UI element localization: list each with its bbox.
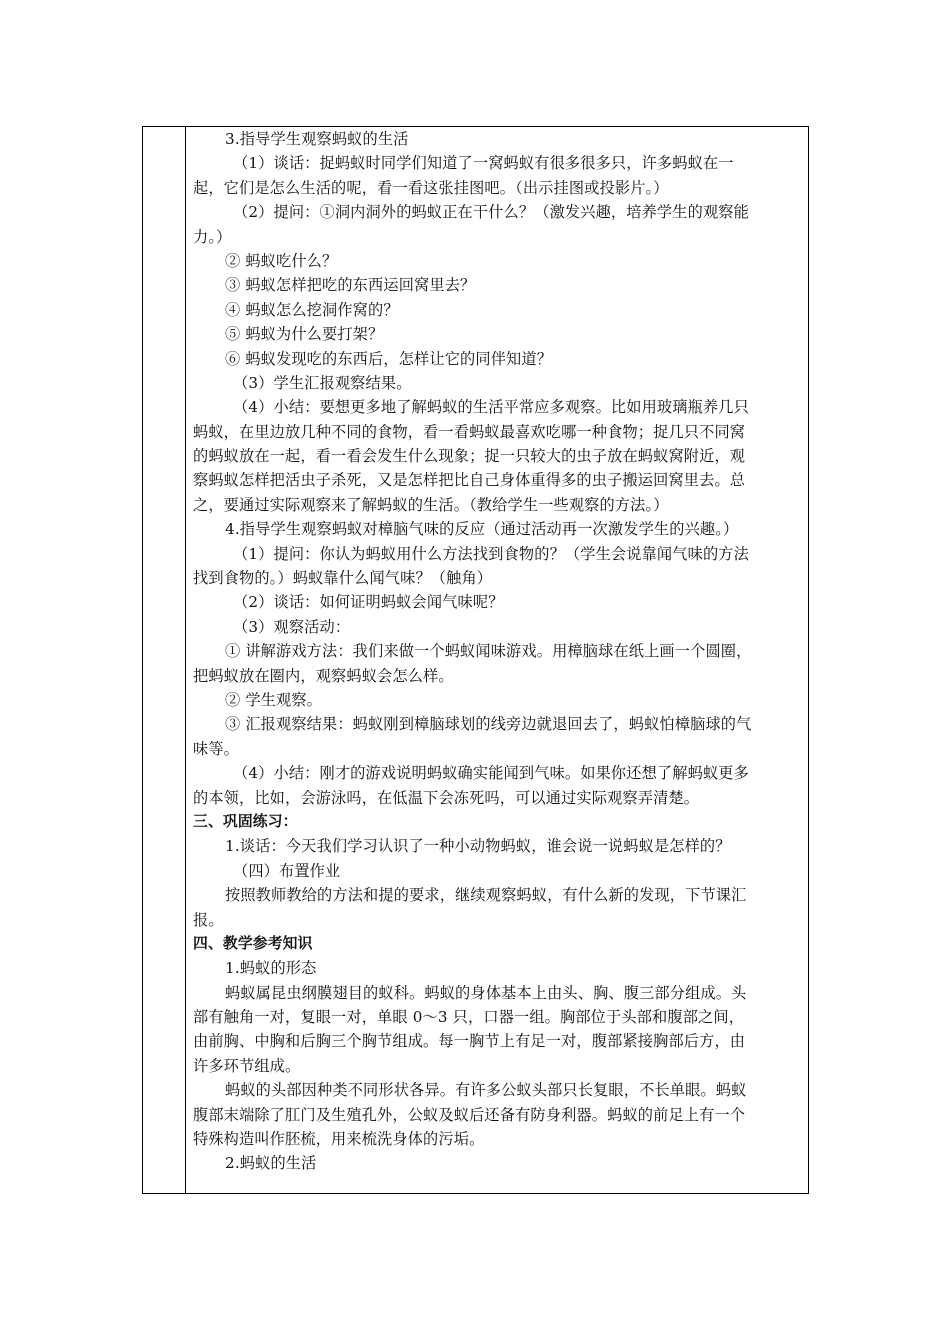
text-line: ⑤ 蚂蚁为什么要打架？ [225, 325, 384, 344]
text-line: ② 学生观察。 [225, 690, 323, 709]
text-line: ③ 蚂蚁怎样把吃的东西运回窝里去？ [225, 276, 476, 295]
text-line: 把蚂蚁放在圈内，观察蚂蚁会怎么样。 [193, 666, 454, 685]
lesson-content-cell [193, 127, 805, 1176]
text-line: （2）谈话：如何证明蚂蚁会闻气味呢？ [233, 593, 504, 612]
text-line: 1.谈话：今天我们学习认识了一种小动物蚂蚁，谁会说一说蚂蚁是怎样的？ [225, 837, 731, 856]
text-line: 力。） [193, 227, 232, 246]
text-line: 腹部末端除了肛门及生殖孔外，公蚁及蚁后还备有防身利器。蚂蚁的前足上有一个 [193, 1105, 746, 1124]
text-line: 按照教师教给的方法和提的要求，继续观察蚂蚁，有什么新的发现，下节课汇 [225, 886, 747, 905]
text-line: （2）提问：①洞内洞外的蚂蚁正在干什么？（激发兴趣，培养学生的观察能 [233, 203, 749, 222]
text-line: （3）观察活动： [233, 617, 351, 636]
text-line: ④ 蚂蚁怎么挖洞作窝的？ [225, 300, 399, 319]
lesson-table [142, 126, 809, 1194]
section-heading: 三、巩固练习： [193, 812, 298, 830]
text-line: 部有触角一对，复眼一对，单眼 0～3 只，口器一组。胸部位于头部和腹部之间， [193, 1008, 745, 1027]
text-line: 1.蚂蚁的形态 [225, 959, 317, 978]
text-line: ① 讲解游戏方法：我们来做一个蚂蚁闻味游戏。用樟脑球在纸上画一个圆圈， [225, 642, 752, 661]
text-line: 3.指导学生观察蚂蚁的生活 [225, 130, 409, 148]
text-line: （3）学生汇报观察结果。 [233, 373, 412, 392]
table-column-divider [185, 127, 186, 1193]
text-line: 报。 [193, 910, 224, 929]
text-line: 2.蚂蚁的生活 [225, 1154, 317, 1173]
text-line: （1）提问：你认为蚂蚁用什么方法找到食物的？（学生会说靠闻气味的方法 [233, 544, 749, 563]
text-line: 蚂蚁的头部因种类不同形状各异。有许多公蚁头部只长复眼，不长单眼。蚂蚁 [225, 1081, 747, 1100]
text-line: ② 蚂蚁吃什么？ [225, 251, 338, 270]
text-line: （4）小结：要想更多地了解蚂蚁的生活平常应多观察。比如用玻璃瓶养几只 [233, 398, 749, 417]
text-line: 味等。 [193, 739, 240, 758]
text-line: 特殊构造叫作胚梳，用来梳洗身体的污垢。 [193, 1130, 485, 1149]
text-line: 找到食物的。）蚂蚁靠什么闻气味？（触角） [193, 569, 493, 588]
text-line: ⑥ 蚂蚁发现吃的东西后，怎样让它的同伴知道？ [225, 349, 553, 368]
text-line: 的蚂蚁放在一起，看一看会发生什么现象；捉一只较大的虫子放在蚂蚁窝附近，观 [193, 447, 746, 466]
text-line: 起，它们是怎么生活的呢，看一看这张挂图吧。（出示挂图或投影片。） [193, 178, 669, 197]
text-line: 4.指导学生观察蚂蚁对樟脑气味的反应（通过活动再一次激发学生的兴趣。） [225, 520, 739, 539]
section-heading: 四、教学参考知识 [193, 934, 313, 952]
text-line: 由前胸、中胸和后胸三个胸节组成。每一胸节上有足一对，腹部紧接胸部后方，由 [193, 1032, 746, 1051]
text-line: 蚂蚁属昆虫纲膜翅目的蚁科。蚂蚁的身体基本上由头、胸、腹三部分组成。头 [225, 983, 747, 1002]
text-line: 许多环节组成。 [193, 1056, 301, 1075]
text-line: 之，要通过实际观察来了解蚂蚁的生活。（教给学生一些观察的方法。） [193, 495, 669, 514]
text-line: 的本领，比如，会游泳吗，在低温下会冻死吗，可以通过实际观察弄清楚。 [193, 788, 700, 807]
text-line: （4）小结：刚才的游戏说明蚂蚁确实能闻到气味。如果你还想了解蚂蚁更多 [233, 764, 749, 783]
text-line: （1）谈话：捉蚂蚁时同学们知道了一窝蚂蚁有很多很多只，许多蚂蚁在一 [233, 154, 734, 173]
text-line: 察蚂蚁怎样把活虫子杀死，又是怎样把比自己身体重得多的虫子搬运回窝里去。总 [193, 471, 746, 490]
text-line: ③ 汇报观察结果：蚂蚁刚到樟脑球划的线旁边就退回去了，蚂蚁怕樟脑球的气 [225, 715, 752, 734]
text-line: 蚂蚁，在里边放几种不同的食物，看一看蚂蚁最喜欢吃哪一种食物；捉几只不同窝 [193, 422, 746, 441]
text-line: （四）布置作业 [233, 861, 341, 880]
